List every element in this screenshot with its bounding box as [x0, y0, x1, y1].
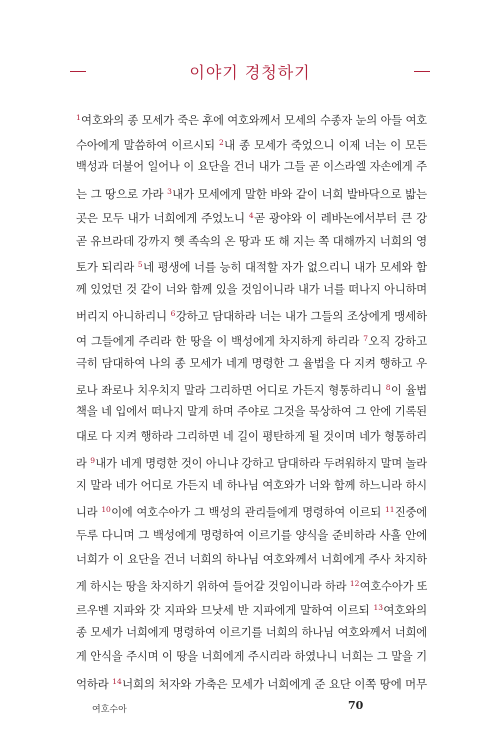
verse-number: 8: [385, 382, 391, 392]
verse-number: 6: [170, 309, 176, 318]
verse-number: 11: [385, 505, 395, 514]
verse-text: 르우벤 지파와 갓 지파와 므낫세 반 지파에게 말하여 이르되: [76, 603, 374, 617]
verse-number: 2: [219, 137, 224, 147]
verse-text: 께 있었던 것 같이 너와 함께 있을 것임이니라 내가 너를 떠나지 아니하며: [76, 282, 427, 296]
text-line: [76, 425, 427, 450]
section-title: 이야기 경청하기: [189, 62, 311, 82]
verse-number: 5: [137, 260, 143, 269]
verse-number: 12: [349, 578, 360, 588]
verse-text: 백성과 더불어 일어나 이 요단을 건너 내가 그들 곧 이스라엘 자손에게 주: [76, 160, 427, 173]
scripture-text: [76, 106, 427, 698]
verse-text: 곳은 모두 내가 너희에게 주었노니: [76, 211, 249, 225]
verse-text: 네 평생에 너를 능히 대적할 자가 없으리니 내가 모세와 함: [143, 260, 427, 274]
header-right-dash: [414, 71, 430, 72]
text-line: [76, 180, 427, 205]
text-line: [76, 670, 427, 695]
verse-text: 수아에게 말씀하여 이르시되: [76, 137, 219, 152]
verse-text: 억하라: [76, 676, 113, 691]
verse-number: 9: [90, 456, 95, 465]
verse-number: 10: [101, 505, 111, 514]
text-line: [76, 400, 427, 425]
page-header: [70, 60, 430, 82]
verse-text: 내가 네게 명령한 것이 아니냐 강하고 담대하라 두려워하지 말며 놀라: [95, 457, 427, 470]
text-line: [76, 327, 427, 352]
verse-text: 라: [76, 457, 91, 470]
verse-text: 버리지 아니하리니: [76, 309, 171, 323]
verse-text: 종 모세가 너희에게 명령하여 이르기를 너희의 하나님 여호와께서 너희에: [76, 625, 427, 639]
text-line: [76, 621, 427, 646]
verse-text: 책을 네 입에서 떠나지 말게 하며 주야로 그것을 묵상하여 그 안에 기록된: [76, 405, 427, 418]
text-line: [76, 474, 427, 499]
page-number: 70: [348, 699, 364, 712]
text-line: [76, 278, 427, 303]
text-line: [76, 106, 427, 131]
verse-text: 게 하시는 땅을 차지하기 위하여 들어갈 것임이니라 하라: [76, 579, 350, 593]
verse-text: 여호와의: [383, 603, 427, 617]
verse-text: 이 율법: [390, 383, 427, 397]
verse-text: 내가 모세에게 말한 바와 같이 너희 발바닥으로 밟는: [172, 186, 427, 201]
verse-text: 이에 여호수아가 그 백성의 관리들에게 명령하여 이르되: [111, 506, 386, 519]
text-line: [76, 498, 427, 523]
text-line: [76, 155, 427, 180]
verse-text: 너희가 이 요단을 건너 너희의 하나님 여호와께서 너희에게 주사 차지하: [76, 552, 427, 566]
running-footer-book: 여호수아: [92, 705, 127, 715]
text-line: [76, 523, 427, 548]
verse-text: 게 안식을 주시며 이 땅을 너희에게 주시리라 하였나니 너희는 그 말을 기: [76, 650, 427, 663]
verse-text: 지 말라 네가 어디로 가든지 네 하나님 여호와가 너와 함께 하느니라 하시: [76, 478, 427, 492]
verse-text: 로나 좌로나 치우치지 말라 그리하면 어디로 가든지 형통하리니: [76, 383, 386, 397]
verse-text: 극히 담대하여 나의 종 모세가 네게 명령한 그 율법을 다 지켜 행하고 우: [76, 356, 427, 370]
verse-number: 7: [363, 333, 368, 343]
verse-number: 4: [248, 211, 254, 220]
verse-number: 1: [76, 113, 81, 122]
text-line: [76, 229, 427, 254]
verse-text: 곧 유브라데 강까지 헷 족속의 온 땅과 또 해 지는 쪽 대해까지 너희의 영: [76, 233, 427, 248]
verse-number: 13: [373, 603, 383, 612]
text-line: [76, 302, 427, 327]
verse-number: 3: [167, 186, 172, 196]
text-line: [76, 204, 427, 229]
verse-text: 니라: [76, 506, 102, 519]
verse-text: 너희의 처자와 가축은 모세가 너희에게 준 요단 이쪽 땅에 머무: [122, 676, 427, 691]
text-line: [76, 351, 427, 376]
text-line: [76, 645, 427, 670]
verse-text: 내 종 모세가 죽었으니 이제 너는 이 모든: [224, 137, 427, 152]
text-line: [76, 253, 427, 278]
text-line: [76, 131, 427, 156]
verse-text: 곧 광야와 이 레바논에서부터 큰 강: [254, 211, 427, 225]
text-line: [76, 376, 427, 401]
verse-text: 여호수아가 또: [359, 579, 427, 593]
verse-text: 두루 다니며 그 백성에게 명령하여 이르기를 양식을 준비하라 사흘 안에: [76, 527, 427, 542]
verse-text: 대로 다 지켜 행하라 그리하면 네 길이 평탄하게 될 것이며 네가 형통하리: [76, 429, 427, 443]
verse-text: 여 그들에게 주리라 한 땅을 이 백성에게 차지하게 하리라: [76, 333, 364, 348]
text-line: [76, 596, 427, 621]
verse-text: 여호와의 종 모세가 죽은 후에 여호와께서 모세의 수종자 눈의 아들 여호: [81, 114, 427, 127]
header-left-dash: [70, 71, 86, 72]
verse-text: 토가 되리라: [76, 260, 138, 274]
verse-text: 강하고 담대하라 너는 내가 그들의 조상에게 맹세하: [175, 309, 427, 323]
verse-text: 진중에: [394, 506, 427, 519]
verse-text: 오직 강하고: [368, 333, 427, 348]
text-line: [76, 449, 427, 474]
verse-text: 는 그 땅으로 가라: [76, 186, 168, 201]
text-line: [76, 572, 427, 597]
verse-number: 14: [112, 676, 122, 686]
text-line: [76, 547, 427, 572]
